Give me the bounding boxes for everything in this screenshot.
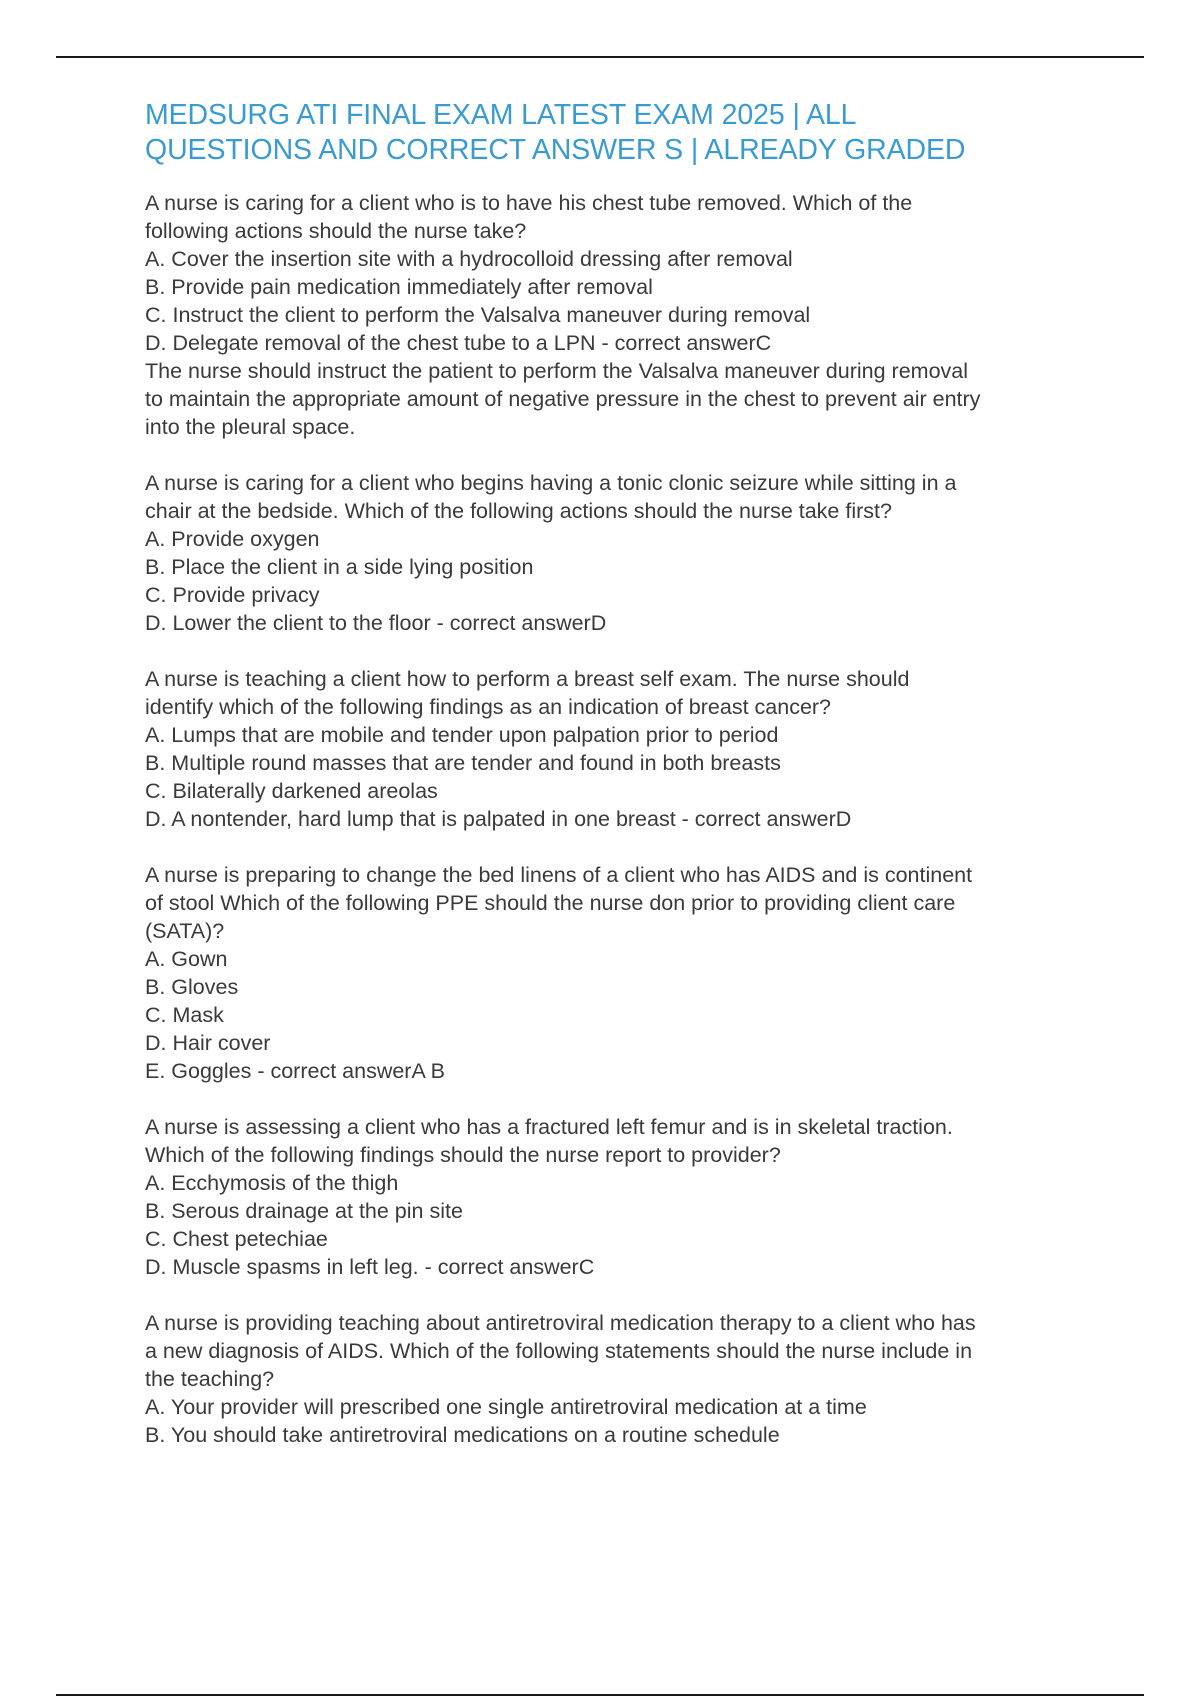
answer-option: C. Chest petechiae bbox=[145, 1227, 328, 1251]
answer-option: B. Provide pain medication immediately after removal bbox=[145, 275, 653, 299]
answer-option: D. Hair cover bbox=[145, 1031, 271, 1055]
question-text: Which of the following findings should the nurse report to provider? bbox=[145, 1143, 781, 1167]
question-text: A nurse is teaching a client how to perform a breast self exam. The nurse should bbox=[145, 667, 910, 691]
answer-option: B. Place the client in a side lying position bbox=[145, 555, 534, 579]
answer-option: C. Mask bbox=[145, 1003, 224, 1027]
top-rule bbox=[56, 56, 1144, 58]
answer-option: A. Gown bbox=[145, 947, 228, 971]
answer-option-with-correct-answer: E. Goggles - correct answerA B bbox=[145, 1059, 445, 1083]
question-text: of stool Which of the following PPE should the nurse don prior to providing client care bbox=[145, 891, 956, 915]
bottom-rule bbox=[56, 1694, 1144, 1696]
question-text: following actions should the nurse take? bbox=[145, 219, 527, 243]
document-title bbox=[145, 98, 1095, 167]
question-block-antiretroviral bbox=[145, 1309, 1095, 1449]
answer-option: A. Cover the insertion site with a hydrocolloid dressing after removal bbox=[145, 247, 793, 271]
question-text: the teaching? bbox=[145, 1367, 275, 1391]
question-text: chair at the bedside. Which of the following actions should the nurse take first? bbox=[145, 499, 892, 523]
rationale-text: into the pleural space. bbox=[145, 415, 356, 439]
answer-option: A. Lumps that are mobile and tender upon palpation prior to period bbox=[145, 723, 779, 747]
question-text: A nurse is providing teaching about antiretroviral medication therapy to a client who has bbox=[145, 1311, 976, 1335]
question-text: A nurse is caring for a client who is to have his chest tube removed. Which of the bbox=[145, 191, 913, 215]
question-block-femur-traction bbox=[145, 1113, 1095, 1281]
answer-option-with-correct-answer: D. Delegate removal of the chest tube to a LPN - correct answerC bbox=[145, 331, 772, 355]
document-title-line: MEDSURG ATI FINAL EXAM LATEST EXAM 2025 | ALL bbox=[145, 99, 857, 131]
answer-option: B. Multiple round masses that are tender and found in both breasts bbox=[145, 751, 781, 775]
document-title-line: QUESTIONS AND CORRECT ANSWER S | ALREADY GRADED bbox=[145, 133, 966, 166]
answer-option: C. Provide privacy bbox=[145, 583, 320, 607]
question-block-breast-exam bbox=[145, 665, 1095, 833]
answer-option: A. Your provider will prescribed one single antiretroviral medication at a time bbox=[145, 1395, 867, 1419]
question-text: A nurse is assessing a client who has a fractured left femur and is in skeletal traction. bbox=[145, 1115, 953, 1139]
question-text: A nurse is caring for a client who begins having a tonic clonic seizure while sitting in a bbox=[145, 471, 957, 495]
answer-option-with-correct-answer: D. A nontender, hard lump that is palpated in one breast - correct answerD bbox=[145, 807, 852, 831]
question-text: A nurse is preparing to change the bed linens of a client who has AIDS and is continent bbox=[145, 863, 973, 887]
answer-option: B. You should take antiretroviral medications on a routine schedule bbox=[145, 1423, 780, 1447]
answer-option-with-correct-answer: D. Lower the client to the floor - correct answerD bbox=[145, 611, 607, 635]
question-block-chest-tube bbox=[145, 189, 1095, 441]
answer-option: C. Instruct the client to perform the Valsalva maneuver during removal bbox=[145, 303, 811, 327]
page-content bbox=[145, 98, 1095, 1477]
question-block-seizure bbox=[145, 469, 1095, 637]
question-text: a new diagnosis of AIDS. Which of the following statements should the nurse include in bbox=[145, 1339, 973, 1363]
answer-option: A. Provide oxygen bbox=[145, 527, 320, 551]
answer-option: B. Serous drainage at the pin site bbox=[145, 1199, 463, 1223]
answer-option: B. Gloves bbox=[145, 975, 239, 999]
question-text: identify which of the following findings as an indication of breast cancer? bbox=[145, 695, 832, 719]
rationale-text: The nurse should instruct the patient to perform the Valsalva maneuver during removal bbox=[145, 359, 969, 383]
question-block-ppe bbox=[145, 861, 1095, 1085]
answer-option: C. Bilaterally darkened areolas bbox=[145, 779, 438, 803]
answer-option-with-correct-answer: D. Muscle spasms in left leg. - correct answerC bbox=[145, 1255, 595, 1279]
rationale-text: to maintain the appropriate amount of negative pressure in the chest to prevent air entry bbox=[145, 387, 981, 411]
question-text: (SATA)? bbox=[145, 919, 225, 943]
answer-option: A. Ecchymosis of the thigh bbox=[145, 1171, 399, 1195]
